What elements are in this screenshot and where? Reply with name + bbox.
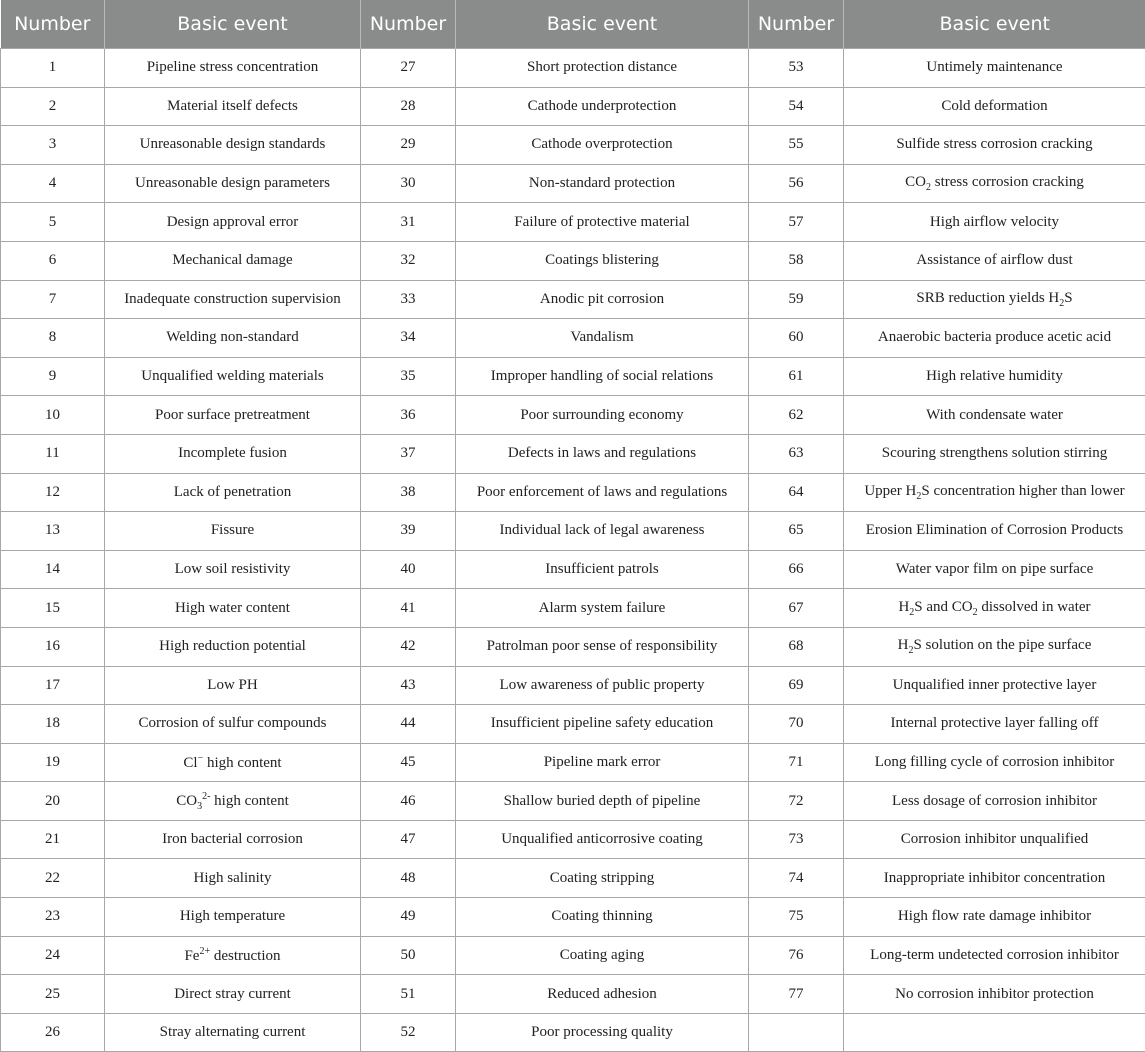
event-number-cell: 27 [361, 49, 456, 88]
basic-event-cell: High reduction potential [105, 627, 361, 666]
basic-event-cell: No corrosion inhibitor protection [844, 975, 1145, 1014]
basic-event-cell: Anodic pit corrosion [456, 280, 749, 319]
table-row [1, 49, 1145, 88]
basic-event-cell: Poor enforcement of laws and regulations [456, 473, 749, 512]
table-row [1, 550, 1145, 589]
basic-event-cell: High salinity [105, 859, 361, 898]
basic-event-cell: Long-term undetected corrosion inhibitor [844, 936, 1145, 975]
table-row [1, 434, 1145, 473]
basic-event-cell: Upper $H_2S$ concentration higher than lower [844, 473, 1145, 512]
event-number-cell: 13 [1, 512, 105, 551]
event-number-cell: 3 [1, 126, 105, 165]
basic-event-cell: Poor surface pretreatment [105, 396, 361, 435]
table-row [1, 589, 1145, 628]
table-row [1, 782, 1145, 821]
table-row [1, 280, 1145, 319]
event-number-cell: 53 [749, 49, 844, 88]
event-number-cell: 39 [361, 512, 456, 551]
table-row [1, 164, 1145, 203]
basic-event-cell: $CO_3^{2-}$ high content [105, 782, 361, 821]
event-number-cell: 73 [749, 820, 844, 859]
event-number-cell: 30 [361, 164, 456, 203]
event-number-cell: 19 [1, 743, 105, 782]
event-number-cell: 33 [361, 280, 456, 319]
event-number-cell: 74 [749, 859, 844, 898]
basic-event-cell: Vandalism [456, 319, 749, 358]
basic-event-cell: Cl− high content [105, 743, 361, 782]
basic-event-cell: Fissure [105, 512, 361, 551]
event-number-cell: 50 [361, 936, 456, 975]
event-number-cell: 66 [749, 550, 844, 589]
basic-event-cell: Insufficient pipeline safety education [456, 705, 749, 744]
basic-event-cell: SRB reduction yields $H_2S$ [844, 280, 1145, 319]
event-number-cell: 56 [749, 164, 844, 203]
header-row [1, 0, 1145, 49]
table-row [1, 936, 1145, 975]
column-header-basic-event: Basic event [105, 0, 361, 49]
basic-event-cell: Unqualified welding materials [105, 357, 361, 396]
basic-event-cell: Untimely maintenance [844, 49, 1145, 88]
basic-event-cell: Low awareness of public property [456, 666, 749, 705]
event-number-cell: 11 [1, 434, 105, 473]
basic-event-cell: Inadequate construction supervision [105, 280, 361, 319]
basic-event-cell: Poor surrounding economy [456, 396, 749, 435]
event-number-cell: 5 [1, 203, 105, 242]
event-number-cell: 28 [361, 87, 456, 126]
event-number-cell: 15 [1, 589, 105, 628]
event-number-cell: 17 [1, 666, 105, 705]
basic-event-cell: With condensate water [844, 396, 1145, 435]
basic-event-cell: Failure of protective material [456, 203, 749, 242]
event-number-cell: 37 [361, 434, 456, 473]
table-row [1, 666, 1145, 705]
event-number-cell: 34 [361, 319, 456, 358]
basic-event-cell: $CO_2$ stress corrosion cracking [844, 164, 1145, 203]
basic-event-cell: Lack of penetration [105, 473, 361, 512]
basic-event-cell: Pipeline mark error [456, 743, 749, 782]
basic-event-cell: Coating thinning [456, 898, 749, 937]
column-header-basic-event: Basic event [456, 0, 749, 49]
event-number-cell: 72 [749, 782, 844, 821]
basic-event-cell: Low soil resistivity [105, 550, 361, 589]
event-number-cell: 12 [1, 473, 105, 512]
basic-event-cell: Inappropriate inhibitor concentration [844, 859, 1145, 898]
event-number-cell: 49 [361, 898, 456, 937]
basic-event-cell: Direct stray current [105, 975, 361, 1014]
event-number-cell [749, 1013, 844, 1052]
basic-event-cell: Assistance of airflow dust [844, 241, 1145, 280]
basic-event-cell: Coatings blistering [456, 241, 749, 280]
event-number-cell: 70 [749, 705, 844, 744]
basic-event-cell: $H_2S$ solution on the pipe surface [844, 627, 1145, 666]
basic-event-cell: Poor processing quality [456, 1013, 749, 1052]
event-number-cell: 8 [1, 319, 105, 358]
event-number-cell: 31 [361, 203, 456, 242]
event-number-cell: 20 [1, 782, 105, 821]
event-number-cell: 29 [361, 126, 456, 165]
basic-event-cell: Erosion Elimination of Corrosion Products [844, 512, 1145, 551]
column-header-number: Number [361, 0, 456, 49]
basic-event-cell: Improper handling of social relations [456, 357, 749, 396]
event-number-cell: 6 [1, 241, 105, 280]
basic-event-cell: Corrosion of sulfur compounds [105, 705, 361, 744]
basic-event-cell: Sulfide stress corrosion cracking [844, 126, 1145, 165]
event-number-cell: 36 [361, 396, 456, 435]
event-number-cell: 59 [749, 280, 844, 319]
event-number-cell: 51 [361, 975, 456, 1014]
table-row [1, 743, 1145, 782]
basic-event-cell: Water vapor film on pipe surface [844, 550, 1145, 589]
event-number-cell: 32 [361, 241, 456, 280]
basic-event-cell: Low PH [105, 666, 361, 705]
basic-event-cell: Individual lack of legal awareness [456, 512, 749, 551]
basic-event-cell: Iron bacterial corrosion [105, 820, 361, 859]
event-number-cell: 26 [1, 1013, 105, 1052]
event-number-cell: 68 [749, 627, 844, 666]
table-row [1, 126, 1145, 165]
column-header-number: Number [1, 0, 105, 49]
basic-event-cell: Cathode overprotection [456, 126, 749, 165]
event-number-cell: 62 [749, 396, 844, 435]
basic-event-cell: High water content [105, 589, 361, 628]
basic-event-cell [844, 1013, 1145, 1052]
event-number-cell: 63 [749, 434, 844, 473]
event-number-cell: 25 [1, 975, 105, 1014]
basic-event-cell: Incomplete fusion [105, 434, 361, 473]
event-number-cell: 4 [1, 164, 105, 203]
event-number-cell: 41 [361, 589, 456, 628]
basic-event-cell: Anaerobic bacteria produce acetic acid [844, 319, 1145, 358]
event-number-cell: 22 [1, 859, 105, 898]
event-number-cell: 71 [749, 743, 844, 782]
event-number-cell: 75 [749, 898, 844, 937]
column-header-number: Number [749, 0, 844, 49]
basic-event-cell: Welding non-standard [105, 319, 361, 358]
event-number-cell: 18 [1, 705, 105, 744]
event-number-cell: 23 [1, 898, 105, 937]
event-number-cell: 38 [361, 473, 456, 512]
basic-event-cell: Alarm system failure [456, 589, 749, 628]
table-row [1, 705, 1145, 744]
event-number-cell: 2 [1, 87, 105, 126]
basic-event-cell: Less dosage of corrosion inhibitor [844, 782, 1145, 821]
event-number-cell: 24 [1, 936, 105, 975]
event-number-cell: 40 [361, 550, 456, 589]
event-number-cell: 14 [1, 550, 105, 589]
basic-event-cell: Cathode underprotection [456, 87, 749, 126]
event-number-cell: 42 [361, 627, 456, 666]
basic-event-cell: Stray alternating current [105, 1013, 361, 1052]
basic-event-cell: Non-standard protection [456, 164, 749, 203]
table-row [1, 241, 1145, 280]
event-number-cell: 7 [1, 280, 105, 319]
event-number-cell: 64 [749, 473, 844, 512]
basic-event-cell: Internal protective layer falling off [844, 705, 1145, 744]
event-number-cell: 65 [749, 512, 844, 551]
basic-event-cell: Shallow buried depth of pipeline [456, 782, 749, 821]
event-number-cell: 47 [361, 820, 456, 859]
event-number-cell: 77 [749, 975, 844, 1014]
table-row [1, 898, 1145, 937]
basic-event-cell: Patrolman poor sense of responsibility [456, 627, 749, 666]
event-number-cell: 9 [1, 357, 105, 396]
basic-event-cell: Short protection distance [456, 49, 749, 88]
event-number-cell: 52 [361, 1013, 456, 1052]
table-row [1, 357, 1145, 396]
basic-event-cell: Reduced adhesion [456, 975, 749, 1014]
table-row [1, 396, 1145, 435]
basic-event-cell: $Fe^{2+}$ destruction [105, 936, 361, 975]
basic-event-cell: Material itself defects [105, 87, 361, 126]
basic-event-cell: High relative humidity [844, 357, 1145, 396]
event-number-cell: 10 [1, 396, 105, 435]
table-row [1, 820, 1145, 859]
event-number-cell: 76 [749, 936, 844, 975]
table-row [1, 1013, 1145, 1052]
basic-event-cell: Mechanical damage [105, 241, 361, 280]
basic-event-cell: Scouring strengthens solution stirring [844, 434, 1145, 473]
basic-event-cell: Corrosion inhibitor unqualified [844, 820, 1145, 859]
basic-event-cell: Coating stripping [456, 859, 749, 898]
event-number-cell: 46 [361, 782, 456, 821]
event-number-cell: 54 [749, 87, 844, 126]
basic-event-cell: High temperature [105, 898, 361, 937]
event-number-cell: 43 [361, 666, 456, 705]
column-header-basic-event: Basic event [844, 0, 1145, 49]
event-number-cell: 60 [749, 319, 844, 358]
table-row [1, 203, 1145, 242]
basic-event-cell: High airflow velocity [844, 203, 1145, 242]
table-row [1, 319, 1145, 358]
basic-event-cell: Insufficient patrols [456, 550, 749, 589]
event-number-cell: 48 [361, 859, 456, 898]
table-row [1, 627, 1145, 666]
event-number-cell: 67 [749, 589, 844, 628]
event-number-cell: 58 [749, 241, 844, 280]
event-number-cell: 44 [361, 705, 456, 744]
basic-event-cell: Coating aging [456, 936, 749, 975]
table-row [1, 859, 1145, 898]
event-number-cell: 61 [749, 357, 844, 396]
event-number-cell: 69 [749, 666, 844, 705]
table-row [1, 473, 1145, 512]
basic-event-cell: Cold deformation [844, 87, 1145, 126]
event-number-cell: 1 [1, 49, 105, 88]
basic-event-cell: Unqualified inner protective layer [844, 666, 1145, 705]
basic-event-cell: Pipeline stress concentration [105, 49, 361, 88]
basic-event-cell: Defects in laws and regulations [456, 434, 749, 473]
event-number-cell: 21 [1, 820, 105, 859]
basic-event-cell: Unreasonable design standards [105, 126, 361, 165]
event-number-cell: 16 [1, 627, 105, 666]
basic-event-cell: High flow rate damage inhibitor [844, 898, 1145, 937]
table-row [1, 975, 1145, 1014]
basic-event-cell: Unreasonable design parameters [105, 164, 361, 203]
basic-event-cell: $H_2S$ and $CO_2$ dissolved in water [844, 589, 1145, 628]
basic-event-cell: Design approval error [105, 203, 361, 242]
basic-event-cell: Unqualified anticorrosive coating [456, 820, 749, 859]
basic-event-cell: Long filling cycle of corrosion inhibitor [844, 743, 1145, 782]
event-number-cell: 35 [361, 357, 456, 396]
table-row [1, 512, 1145, 551]
event-number-cell: 57 [749, 203, 844, 242]
event-number-cell: 55 [749, 126, 844, 165]
table-row [1, 87, 1145, 126]
event-number-cell: 45 [361, 743, 456, 782]
table-body [1, 49, 1145, 1052]
